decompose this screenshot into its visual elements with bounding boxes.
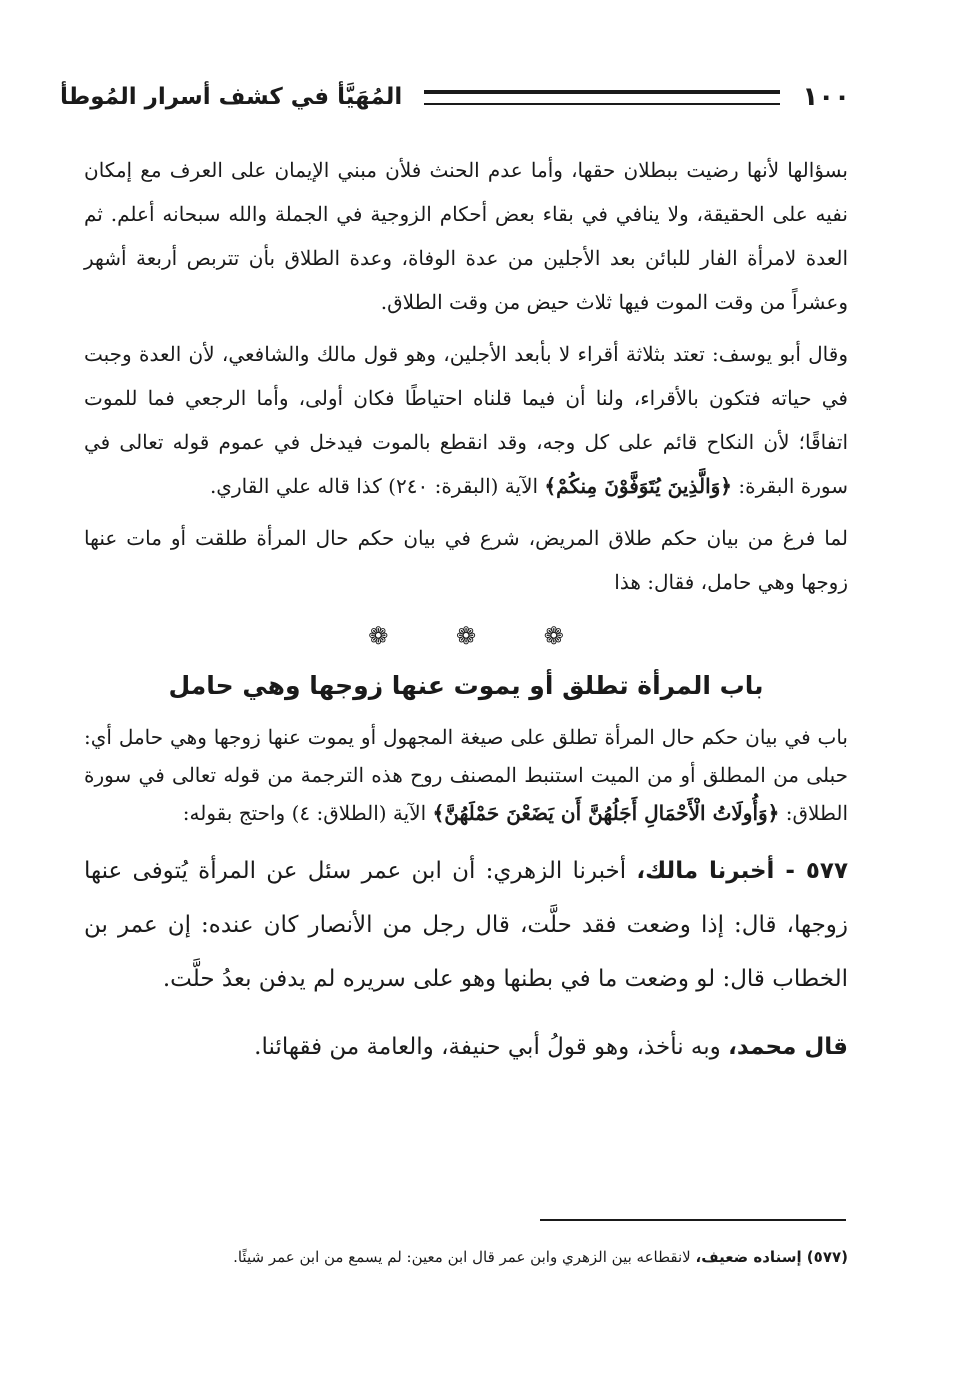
- footnote-divider: [540, 1219, 846, 1221]
- quran-verse-baqarah: ﴿وَالَّذِينَ يُتَوَفَّوْنَ مِنكُمْ﴾: [544, 474, 732, 498]
- chapter-intro-text: باب في بيان حكم حال المرأة تطلق على صيغة المجهول أو يموت عنها زوجها وهي حامل أي: حبلى من المطلق أو من الميت استنبط المصنف روح هذه الترجمة من قوله تعالى في سورة الطلاق:: [84, 725, 848, 825]
- muhammad-ruling: [84, 1020, 848, 1074]
- star-ornament-icon: ❁: [455, 622, 477, 650]
- hadith-577: [84, 844, 848, 1006]
- footnote-text: لانقطاعه بين الزهري وابن عمر قال ابن معين: لم يسمع من ابن عمر شيئًا.: [233, 1248, 691, 1266]
- footnote-lead: (٥٧٧) إسناده ضعيف،: [695, 1248, 848, 1266]
- chapter-intro-citation: الآية (الطلاق: ٤) واحتج بقوله:: [182, 801, 427, 825]
- page-number: ١٠٠: [802, 82, 850, 112]
- running-header: [60, 72, 850, 122]
- ruling-text: وبه نأخذ، وهو قولُ أبي حنيفة، والعامة من فقهائنا.: [254, 1034, 721, 1060]
- quran-verse-talaq: ﴿وَأُولَاتُ الْأَحْمَالِ أَجَلُهُنَّ أَن يَضَعْنَ حَمْلَهُنَّ﴾: [432, 801, 780, 825]
- chapter-title: باب المرأة تطلق أو يموت عنها زوجها وهي حامل: [168, 671, 764, 700]
- paragraph-continuation: بسؤالها لأنها رضيت ببطلان حقها، وأما عدم الحنث فلأن مبني الإيمان على العرف مع إمكان نفيه على الحقيقة، ولا ينافي في بقاء بعض أحكام الزوجية في الجملة والله سبحانه أعلم. ثم العدة لامرأة الفار للبائن بعد الأجلين من عدة الوفاة، وعدة الطلاق بأن تتربص أربعة أشهر وعشراً من وقت الموت فيها ثلاث حيض من وقت الطلاق.: [84, 158, 848, 314]
- star-ornament-icon: ❁: [543, 622, 564, 650]
- paragraph-transition: لما فرغ من بيان حكم طلاق المريض، شرع في بيان حكم حال المرأة طلقت أو مات عنها زوجها وهي حامل، فقال: هذا: [84, 526, 848, 594]
- hadith-number-lead: ٥٧٧ - أخبرنا مالك،: [636, 858, 848, 884]
- paragraph-abu-yusuf: [84, 332, 848, 508]
- main-text: [84, 148, 848, 1074]
- section-separator: [84, 622, 848, 650]
- footnote-577: [100, 1244, 848, 1270]
- hadith-text: أخبرنا الزهري: أن ابن عمر سئل عن المرأة يُتوفى عنها زوجها، قال: إذا وضعت فقد حلَّت، قال رجل من الأنصار كان عنده: إن عمر بن الخطاب قال: لو وضعت ما في بطنها وهو على سريره لم يدفن بعدُ حلَّت.: [84, 858, 848, 992]
- ruling-lead: قال محمد،: [728, 1034, 848, 1060]
- chapter-intro: [84, 718, 848, 832]
- star-ornament-icon: ❁: [368, 622, 389, 650]
- running-title: المُهَيَّأ في كشف أسرار المُوطأ: [60, 84, 403, 110]
- abu-yusuf-text: وقال أبو يوسف: تعتد بثلاثة أقراء لا بأبعد الأجلين، وهو قول مالك والشافعي، لأن العدة وجبت في حياته فتكون بالأقراء، ولنا أن فيما قلناه احتياطًا فكان أولى، وأما الرجعي فما للموت اتفاقًا؛ لأن النكاح قائم على كل وجه، وقد انقطع بالموت فيدخل في عموم قوله تعالى في سورة البقرة:: [84, 342, 848, 498]
- abu-yusuf-citation: الآية (البقرة: ٢٤٠) كذا قاله علي القاري.: [209, 474, 539, 498]
- header-rule: [424, 90, 780, 105]
